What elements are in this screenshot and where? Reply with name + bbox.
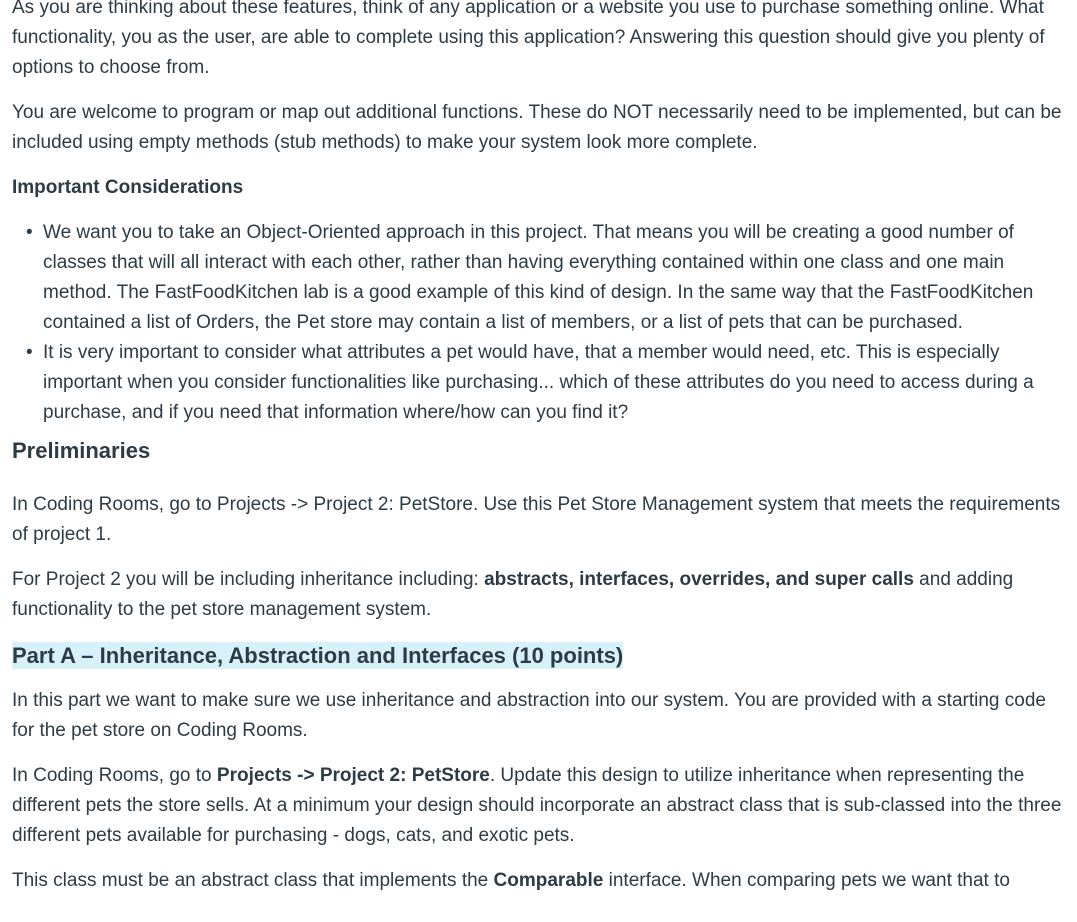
considerations-heading: Important Considerations xyxy=(12,177,244,198)
document-page xyxy=(12,0,1070,896)
part-a-heading-text: Part A – Inheritance, Abstraction and Interfaces (10 points) xyxy=(12,643,624,668)
preliminaries-paragraph-1: In Coding Rooms, go to Projects -> Project 2: PetStore. Use this Pet Store Management system that meets the requirements of project 1. xyxy=(12,494,1061,545)
part-a-paragraph-1: In this part we want to make sure we use inheritance and abstraction into our system. You are provided with a starting code for the pet store on Coding Rooms. xyxy=(12,690,1046,741)
intro-paragraph-1: As you are thinking about these features, think of any application or a website you use to purchase something online. What functionality, you as the user, are able to complete using this application? Answering this question should give you plenty of options to choose from. xyxy=(12,0,1045,78)
list-item xyxy=(26,338,1070,428)
preliminaries-heading: Preliminaries xyxy=(12,438,151,463)
part-a-paragraph-3: This class must be an abstract class that implements the Comparable interface. When comparing pets we want that to xyxy=(12,870,1010,891)
bullet-icon: • xyxy=(26,342,33,363)
list-item-text: We want you to take an Object-Oriented approach in this project. That means you will be creating a good number of classes that will all interact with each other, rather than having everything contained within one class and one main method. The FastFoodKitchen lab is a good example of this kind of design. In the same way that the FastFoodKitchen contained a list of Orders, the Pet store may contain a list of members, or a list of pets that can be purchased. xyxy=(43,222,1034,333)
part-a-paragraph-2: In Coding Rooms, go to Projects -> Project 2: PetStore. Update this design to utilize inheritance when representing the different pets the store sells. At a minimum your design should incorporate an abstract class that is sub-classed into the three different pets available for purchasing - dogs, cats, and exotic pets. xyxy=(12,765,1062,846)
considerations-list xyxy=(12,218,1070,428)
preliminaries-paragraph-2: For Project 2 you will be including inheritance including: abstracts, interfaces, overrides, and super calls and adding functionality to the pet store management system. xyxy=(12,569,1014,620)
intro-paragraph-2: You are welcome to program or map out additional functions. These do NOT necessarily need to be implemented, but can be included using empty methods (stub methods) to make your system look more complete. xyxy=(12,102,1062,153)
list-item-text: It is very important to consider what attributes a pet would have, that a member would need, etc. This is especially important when you consider functionalities like purchasing... which of these attributes do you need to access during a purchase, and if you need that information where/how can you find it? xyxy=(43,342,1034,423)
part-a-heading xyxy=(12,641,1070,671)
bullet-icon: • xyxy=(26,222,33,243)
list-item xyxy=(26,218,1070,338)
